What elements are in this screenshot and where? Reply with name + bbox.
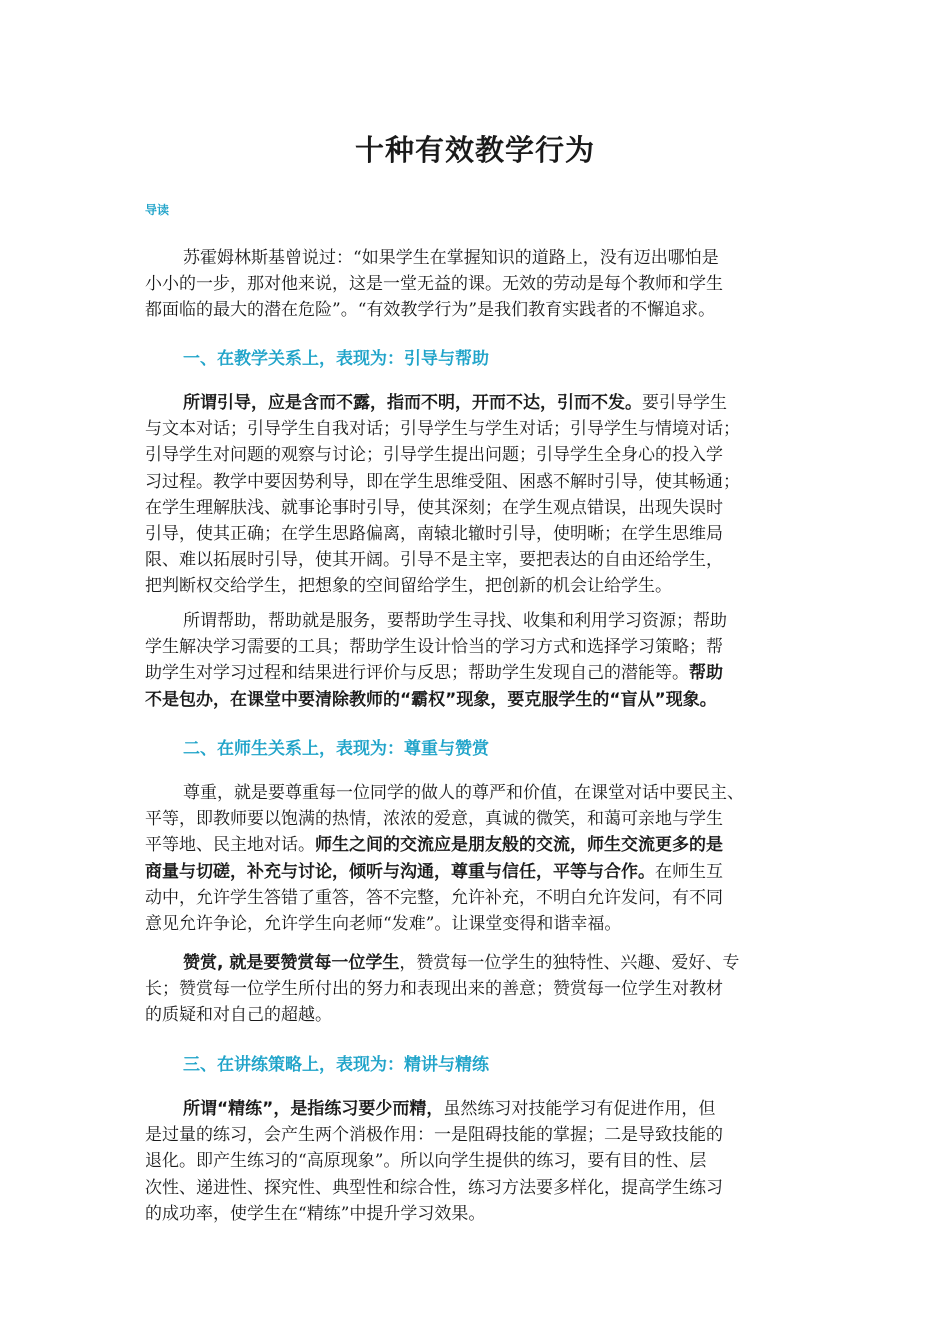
body-line: 习过程。教学中要因势利导，即在学生思维受阻、困惑不解时引导，使其畅通； [145, 471, 740, 492]
body-line: 学生解决学习需要的工具；帮助学生设计恰当的学习方式和选择学习策略；帮 [145, 637, 723, 658]
body-text: 要引导学生 [642, 393, 727, 413]
body-line: 动中，允许学生答错了重答，答不完整，允许补充，不明白允许发问，有不同 [145, 887, 723, 908]
body-line: 引导，使其正确；在学生思路偏离，南辕北辙时引导，使明晰；在学生思维局 [145, 524, 723, 545]
body-text: 虽然练习对技能学习有促进作用，但 [443, 1099, 716, 1119]
bold-text: 不是包办，在课堂中要清除教师的“霸权”现象，要克服学生的“盲从”现象。 [145, 689, 717, 710]
body-line: 意见允许争论，允许学生向老师“发难”。让课堂变得和谐幸福。 [145, 914, 622, 935]
section-heading-2: 二、在师生关系上，表现为：尊重与赞赏 [183, 739, 489, 759]
body-line: 次性、递进性、探究性、典型性和综合性，练习方法要多样化，提高学生练习 [145, 1177, 723, 1198]
section-heading-1: 一、在教学关系上，表现为：引导与帮助 [183, 349, 489, 369]
body-line: 助学生对学习过程和结果进行评价与反思；帮助学生发现自己的潜能等。 [145, 663, 689, 684]
bold-text: 所谓引导，应是含而不露，指而不明，开而不达，引而不发。 [183, 393, 642, 413]
body-line: 引导学生对问题的观察与讨论；引导学生提出问题；引导学生全身心的投入学 [145, 445, 723, 466]
body-line: 所谓帮助，帮助就是服务，要帮助学生寻找、收集和利用学习资源；帮助 [183, 611, 727, 631]
intro-paragraph [145, 245, 813, 324]
intro-tag: 导读 [145, 203, 170, 217]
body-text: ，赞赏每一位学生的独特性、兴趣、爱好、专 [399, 953, 740, 973]
body-line: 长；赞赏每一位学生所付出的努力和表现出来的善意；赞赏每一位学生对教材 [145, 979, 723, 1000]
section2-paragraph-respect [145, 780, 813, 937]
body-line: 的质疑和对自己的超越。 [145, 1005, 332, 1026]
intro-line: 都面临的最大的潜在危险”。“有效教学行为”是我们教育实践者的不懈追求。 [145, 300, 716, 321]
intro-line: 小小的一步，那对他来说，这是一堂无益的课。无效的劳动是每个教师和学生 [145, 274, 723, 295]
bold-text: 师生之间的交流应是朋友般的交流，师生交流更多的是 [315, 835, 723, 856]
section-heading-3: 三、在讲练策略上，表现为：精讲与精练 [183, 1055, 489, 1075]
body-line: 是过量的练习，会产生两个消极作用：一是阻碍技能的掌握；二是导致技能的 [145, 1125, 723, 1146]
body-line: 平等，即教师要以饱满的热情，浓浓的爱意，真诚的微笑，和蔼可亲地与学生 [145, 809, 723, 830]
section2-paragraph-appreciation [145, 950, 813, 1029]
body-line: 的成功率，使学生在“精练”中提升学习效果。 [145, 1203, 486, 1224]
bold-text: 帮助 [689, 663, 723, 684]
bold-text: 商量与切磋，补充与讨论，倾听与沟通，尊重与信任，平等与合作。 [145, 861, 655, 882]
section1-paragraph-guidance [145, 390, 813, 600]
intro-line: 苏霍姆林斯基曾说过：“如果学生在掌握知识的道路上，没有迈出哪怕是 [183, 248, 719, 268]
bold-text: 所谓“精练”，是指练习要少而精， [183, 1099, 444, 1119]
section3-paragraph-practice [145, 1096, 813, 1227]
body-text: 平等地、民主地对话。 [145, 835, 315, 856]
body-line: 与文本对话；引导学生自我对话；引导学生与学生对话；引导学生与情境对话； [145, 419, 740, 440]
body-text: 在师生互 [655, 861, 723, 882]
page-title: 十种有效教学行为 [354, 133, 595, 167]
body-line: 在学生理解肤浅、就事论事时引导，使其深刻；在学生观点错误，出现失误时 [145, 497, 723, 518]
body-line: 退化。即产生练习的“高原现象”。所以向学生提供的练习，要有目的性、层 [145, 1151, 707, 1172]
section1-paragraph-help [145, 608, 813, 713]
bold-text: 赞赏, 就是要赞赏每一位学生 [183, 953, 400, 973]
body-line: 把判断权交给学生，把想象的空间留给学生，把创新的机会让给学生。 [145, 576, 672, 597]
body-line: 尊重，就是要尊重每一位同学的做人的尊严和价值，在课堂对话中要民主、 [183, 783, 744, 803]
body-line: 限、难以拓展时引导，使其开阔。引导不是主宰，要把表达的自由还给学生， [145, 550, 723, 571]
